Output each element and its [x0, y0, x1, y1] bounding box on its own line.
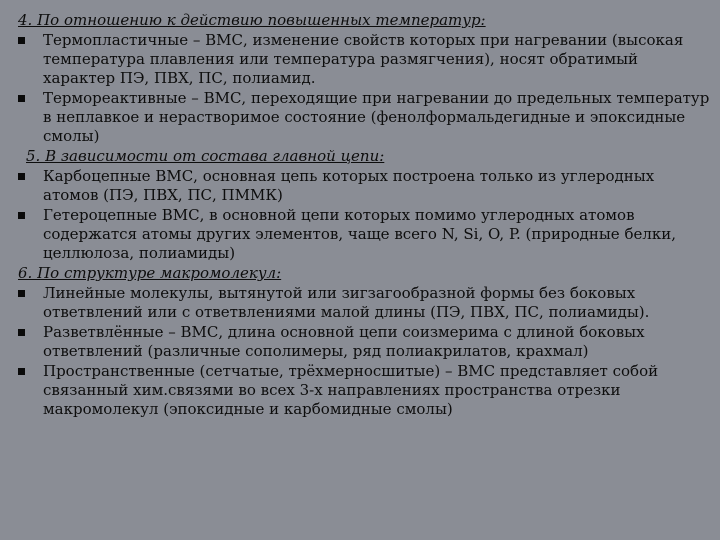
square-bullet-icon — [18, 173, 25, 180]
list-item — [18, 31, 710, 88]
list-item — [18, 362, 710, 419]
list-item-text: Гетероцепные ВМС, в основной цепи которых помимо углеродных атомов содержатся атомы других элементов, чаще всего N, Si, O, P. (природные белки, целлюлоза, полиамиды) — [43, 206, 677, 262]
list-item — [18, 167, 710, 205]
list-item-text: Пространственные (сетчатые, трёхмерносшитые) – ВМС представляет собой связанный хим.связями во всех 3-х направлениях пространства отрезки макромолекул (эпоксидные и карбомидные смолы) — [43, 362, 659, 418]
list-item-text: Термореактивные – ВМС, переходящие при нагревании до предельных температур в неплавкое и нерастворимое состояние (фенолформальдегидные и эпоксидные смолы) — [43, 89, 710, 145]
list-item-text: Карбоцепные ВМС, основная цепь которых построена только из углеродных атомов (ПЭ, ПВХ, ПС, ПММК) — [43, 167, 655, 204]
list-item — [18, 89, 710, 146]
list-item-text: Разветвлённые – ВМС, длина основной цепи соизмерима с длиной боковых ответвлений (различные сополимеры, ряд полиакрилатов, крахмал) — [43, 323, 645, 360]
square-bullet-icon — [18, 212, 25, 219]
square-bullet-icon — [18, 329, 25, 336]
list-item-text: Линейные молекулы, вытянутой или зигзагообразной формы без боковых ответвлений или с ответвлениями малой длины (ПЭ, ПВХ, ПС, полиамиды). — [43, 284, 650, 321]
list-item — [18, 323, 710, 361]
section-heading-thermal — [18, 11, 710, 30]
heading-text: 5. В зависимости от состава главной цепи: — [26, 147, 385, 165]
section-heading-structure — [18, 264, 710, 283]
heading-text: 6. По структуре макромолекул: — [18, 264, 282, 282]
square-bullet-icon — [18, 95, 25, 102]
section-heading-main-chain — [18, 147, 710, 166]
square-bullet-icon — [18, 368, 25, 375]
list-item-text: Термопластичные – ВМС, изменение свойств которых при нагревании (высокая температура плавления или температура размягчения), носят обратимый характер ПЭ, ПВХ, ПС, полиамид. — [43, 31, 684, 87]
square-bullet-icon — [18, 37, 25, 44]
heading-text: 4. По отношению к действию повышенных температур: — [18, 11, 486, 29]
list-item — [18, 284, 710, 322]
square-bullet-icon — [18, 290, 25, 297]
list-item — [18, 206, 710, 263]
